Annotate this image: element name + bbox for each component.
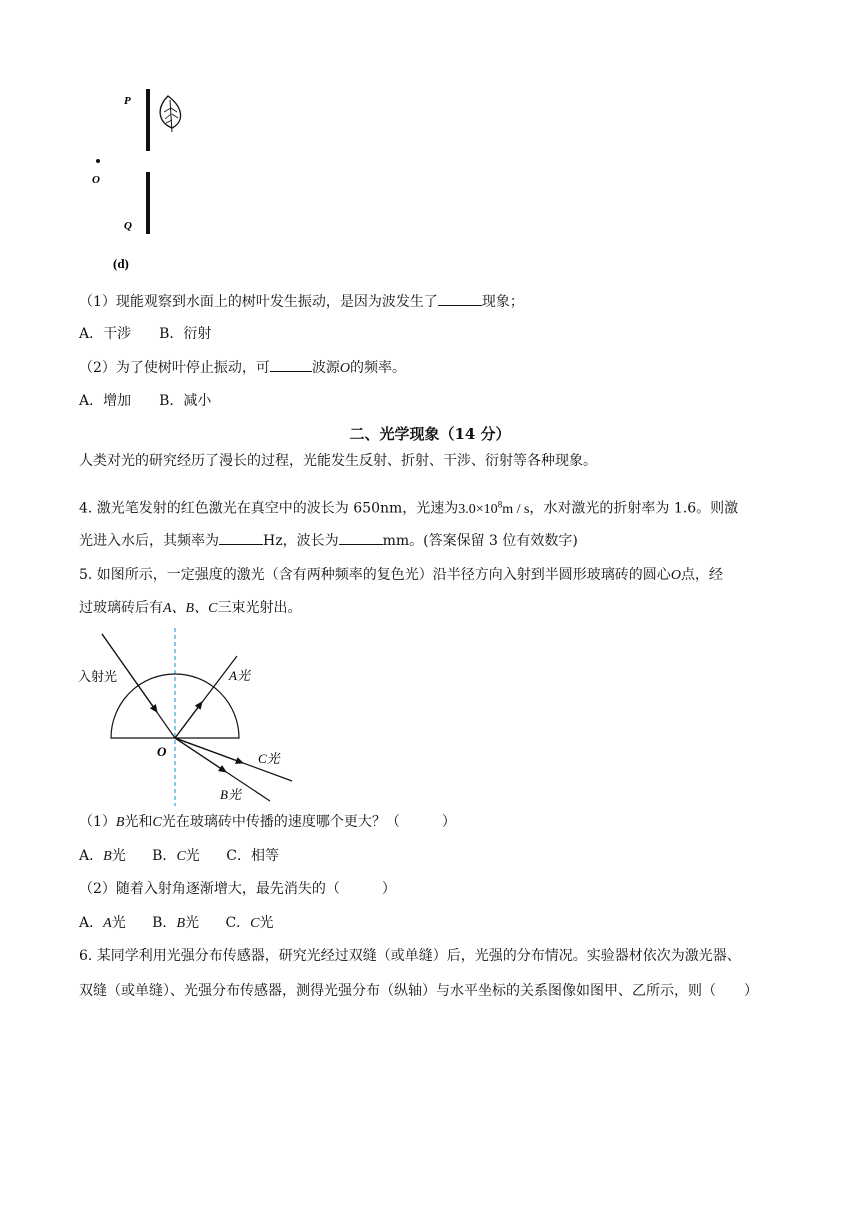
- option-a[interactable]: A．增加: [79, 393, 132, 409]
- leaf-icon: [160, 96, 180, 132]
- source-point: [96, 159, 100, 163]
- b-light-label: B光: [220, 787, 241, 802]
- q5-line1: 5. 如图所示，一定强度的激光（含有两种频率的复色光）沿半径方向入射到半圆形玻璃砖的圆心O点，经: [79, 567, 723, 583]
- q5-sub2-options: [79, 913, 274, 934]
- option-b[interactable]: B．C光: [152, 848, 200, 864]
- option-b[interactable]: B．衍射: [159, 326, 212, 342]
- q4-line1: 4. 激光笔发射的红色激光在真空中的波长为 650nm，光速为$3.0\times 10^8m / s$，水对激光的折射率为 1.6。则激: [79, 499, 739, 517]
- incident-label: 入射光: [78, 669, 118, 684]
- answer-blank-frequency[interactable]: [219, 530, 263, 545]
- answer-blank[interactable]: [438, 291, 482, 306]
- option-a[interactable]: A．A光: [79, 915, 126, 931]
- barrier-upper: [146, 89, 150, 151]
- wave-q1: （1）现能观察到水面上的树叶发生振动，是因为波发生了 现象；: [79, 291, 524, 312]
- answer-blank[interactable]: [270, 357, 312, 372]
- figure-d-barrier: [80, 82, 210, 282]
- option-b[interactable]: B．减小: [159, 393, 212, 409]
- q5-sub1-options: [79, 846, 279, 867]
- section-title: 二、光学现象（14 分）: [349, 425, 511, 443]
- semicircle-glass-diagram: [76, 624, 306, 808]
- wave-q1-options: [79, 324, 211, 344]
- c-light-label: C光: [258, 751, 280, 766]
- q6-line2: 双缝（或单缝）、光强分布传感器，测得光强分布（纵轴）与水平坐标的关系图像如图甲、乙所示，则（ ）: [79, 983, 758, 999]
- option-b[interactable]: B．B光: [152, 915, 199, 931]
- q5-sub1: （1）B光和C光在玻璃砖中传播的速度哪个更大？（ ）: [79, 814, 456, 830]
- figure-d-caption: (d): [113, 256, 129, 271]
- option-a[interactable]: A．干涉: [79, 326, 132, 342]
- a-light-label: A光: [229, 668, 250, 683]
- wave-q2: （2）为了使树叶停止振动，可 波源O的频率。: [79, 357, 406, 379]
- q5-sub2: （2）随着入射角逐渐增大，最先消失的（ ）: [79, 881, 396, 897]
- q6-line1: 6. 某同学利用光强分布传感器，研究光经过双缝（或单缝）后，光强的分布情况。实验器材依次为激光器、: [79, 948, 741, 964]
- q4-line2: 光进入水后，其频率为 Hz，波长为 mm。(答案保留 3 位有效数字): [79, 530, 578, 551]
- option-c[interactable]: C．C光: [225, 915, 274, 931]
- answer-blank-wavelength[interactable]: [339, 530, 383, 545]
- label-o-d: O: [92, 174, 100, 186]
- barrier-lower: [146, 172, 150, 234]
- q5-line2: 过玻璃砖后有A、B、C三束光射出。: [79, 600, 302, 616]
- option-c[interactable]: C．相等: [226, 848, 279, 864]
- option-a[interactable]: A．B光: [79, 848, 126, 864]
- label-q: Q: [124, 220, 132, 232]
- o-label: O: [157, 744, 167, 759]
- label-p: P: [124, 95, 131, 107]
- section-intro: 人类对光的研究经历了漫长的过程，光能发生反射、折射、干涉、衍射等各种现象。: [79, 453, 597, 469]
- wave-q2-options: [79, 391, 211, 411]
